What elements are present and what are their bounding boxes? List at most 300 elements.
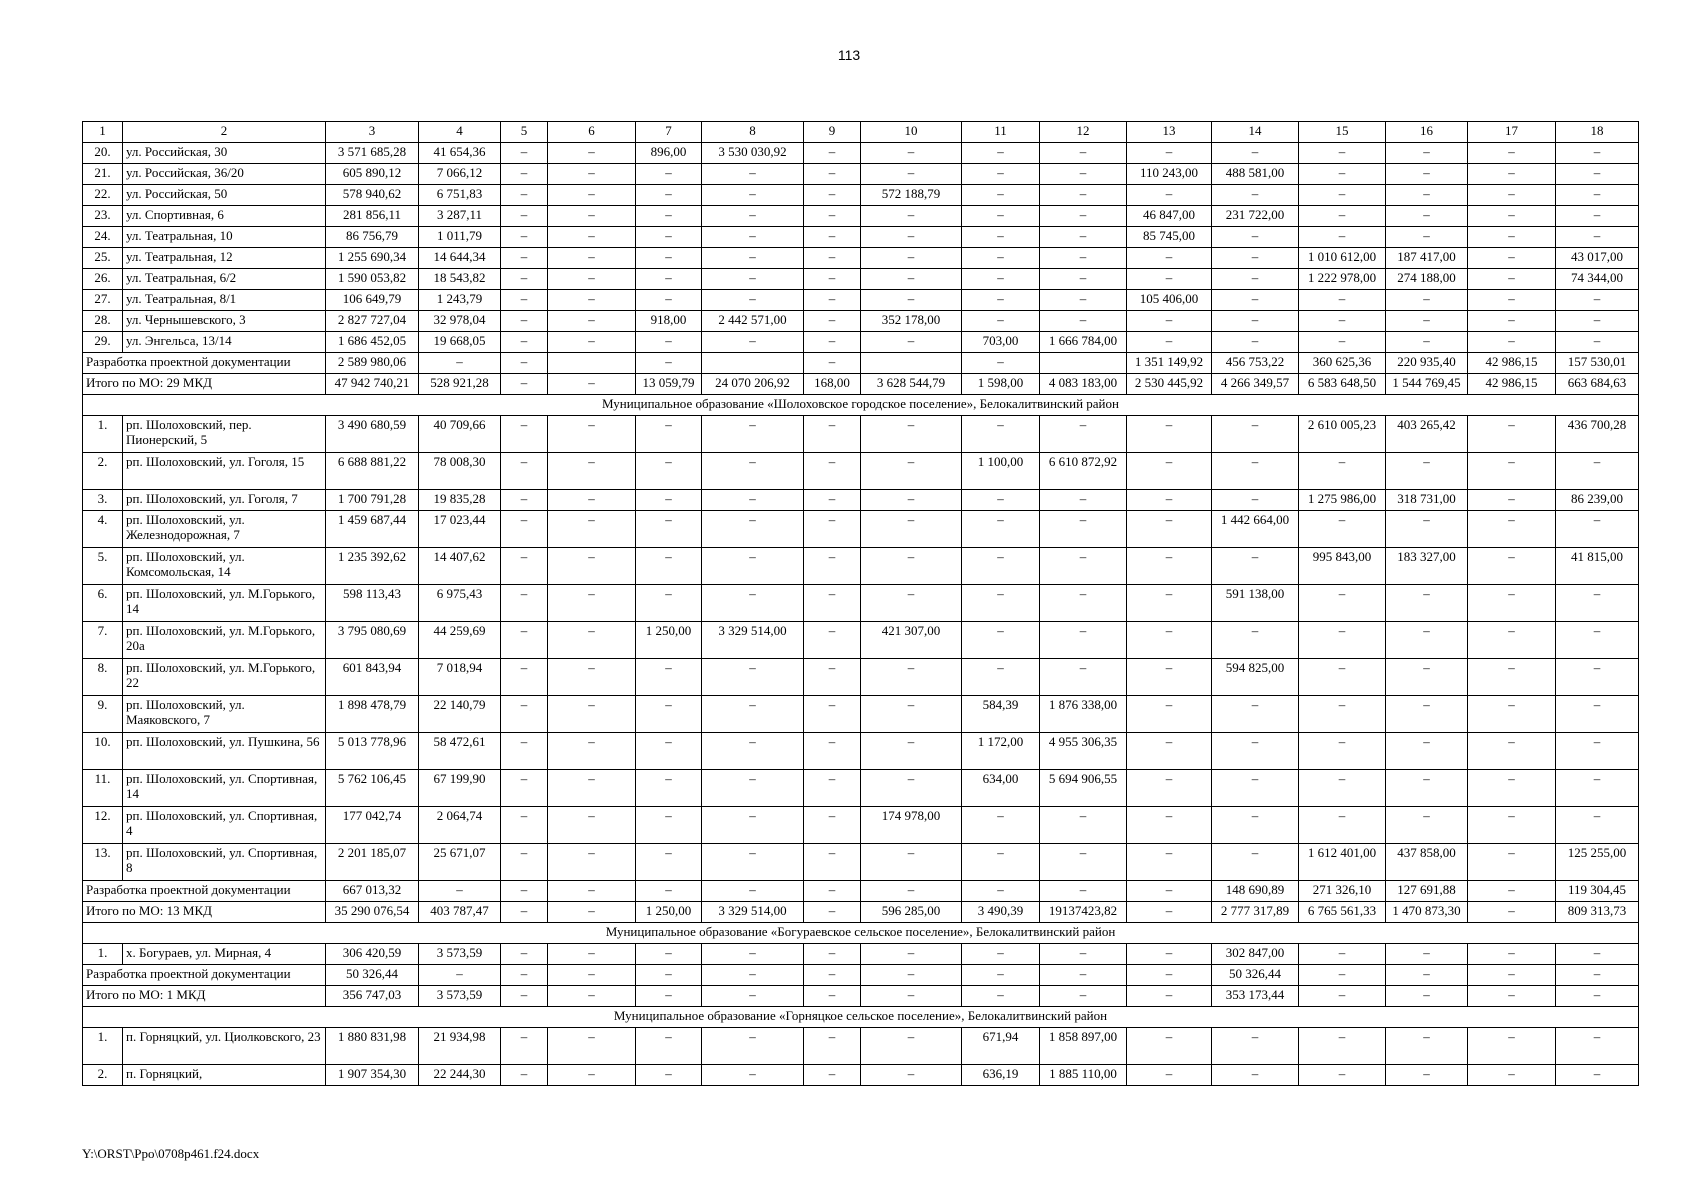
value-cell: – [501, 290, 548, 311]
value-cell: – [861, 332, 962, 353]
value-cell: – [962, 622, 1040, 659]
value-cell: – [1468, 332, 1556, 353]
value-cell: 1 858 897,00 [1040, 1028, 1127, 1065]
value-cell: – [1212, 1028, 1299, 1065]
address-cell: рп. Шолоховский, ул. Спортивная, 4 [123, 807, 326, 844]
value-cell: – [636, 733, 702, 770]
value-cell: – [702, 585, 804, 622]
value-cell: – [548, 902, 636, 923]
value-cell: 271 326,10 [1299, 881, 1386, 902]
value-cell: 41 815,00 [1556, 548, 1639, 585]
value-cell: 3 571 685,28 [326, 143, 419, 164]
row-number: 2. [83, 1065, 123, 1086]
value-cell: – [861, 143, 962, 164]
value-cell: – [702, 844, 804, 881]
value-cell: – [501, 696, 548, 733]
value-cell: 6 688 881,22 [326, 453, 419, 490]
value-cell: – [1299, 185, 1386, 206]
value-cell: – [1468, 164, 1556, 185]
value-cell: – [501, 965, 548, 986]
value-cell: – [1127, 143, 1212, 164]
value-cell: – [636, 353, 702, 374]
value-cell: – [548, 986, 636, 1007]
value-cell: – [804, 902, 861, 923]
column-header: 3 [326, 122, 419, 143]
value-cell: 1 470 873,30 [1386, 902, 1468, 923]
address-cell: ул. Театральная, 8/1 [123, 290, 326, 311]
value-cell: – [1299, 227, 1386, 248]
value-cell: 352 178,00 [861, 311, 962, 332]
address-cell: рп. Шолоховский, ул. М.Горького, 22 [123, 659, 326, 696]
value-cell: – [548, 311, 636, 332]
column-header: 9 [804, 122, 861, 143]
value-cell: – [804, 696, 861, 733]
value-cell: – [1556, 807, 1639, 844]
value-cell: – [702, 164, 804, 185]
value-cell: 6 610 872,92 [1040, 453, 1127, 490]
address-cell: рп. Шолоховский, ул. Маяковского, 7 [123, 696, 326, 733]
value-cell: 436 700,28 [1556, 416, 1639, 453]
value-cell: 318 731,00 [1386, 490, 1468, 511]
value-cell: – [501, 1028, 548, 1065]
value-cell: – [1040, 511, 1127, 548]
value-cell: 148 690,89 [1212, 881, 1299, 902]
row-number: 1. [83, 416, 123, 453]
column-header: 12 [1040, 122, 1127, 143]
value-cell: – [1386, 807, 1468, 844]
value-cell: – [1468, 416, 1556, 453]
value-cell: – [861, 490, 962, 511]
value-cell: – [1127, 881, 1212, 902]
value-cell: 3 573,59 [419, 944, 501, 965]
value-cell: – [1468, 453, 1556, 490]
value-cell: 2 201 185,07 [326, 844, 419, 881]
value-cell: – [1040, 269, 1127, 290]
value-cell: 1 700 791,28 [326, 490, 419, 511]
value-cell: 32 978,04 [419, 311, 501, 332]
value-cell: – [1468, 227, 1556, 248]
value-cell: 85 745,00 [1127, 227, 1212, 248]
value-cell: 21 934,98 [419, 1028, 501, 1065]
value-cell: – [636, 164, 702, 185]
value-cell: – [962, 206, 1040, 227]
value-cell: – [1468, 844, 1556, 881]
value-cell: – [702, 248, 804, 269]
row-number: 20. [83, 143, 123, 164]
value-cell: 663 684,63 [1556, 374, 1639, 395]
row-number: 8. [83, 659, 123, 696]
value-cell: – [861, 844, 962, 881]
value-cell: 231 722,00 [1212, 206, 1299, 227]
value-cell: – [1040, 290, 1127, 311]
value-cell: – [1212, 143, 1299, 164]
value-cell: – [1127, 986, 1212, 1007]
value-cell: – [1468, 733, 1556, 770]
value-cell: – [1040, 490, 1127, 511]
value-cell: – [1468, 511, 1556, 548]
value-cell: 157 530,01 [1556, 353, 1639, 374]
value-cell [1040, 353, 1127, 374]
value-cell: – [1040, 844, 1127, 881]
value-cell: – [804, 622, 861, 659]
value-cell: 1 442 664,00 [1212, 511, 1299, 548]
value-cell: – [1212, 770, 1299, 807]
value-cell: – [501, 490, 548, 511]
address-cell: ул. Театральная, 10 [123, 227, 326, 248]
value-cell: – [548, 696, 636, 733]
value-cell: 488 581,00 [1212, 164, 1299, 185]
value-cell: – [1299, 944, 1386, 965]
value-cell: – [1556, 227, 1639, 248]
column-header: 1 [83, 122, 123, 143]
value-cell: – [1299, 311, 1386, 332]
value-cell: – [804, 269, 861, 290]
value-cell: 1 250,00 [636, 902, 702, 923]
value-cell: – [501, 311, 548, 332]
value-cell: – [1386, 1065, 1468, 1086]
value-cell: – [548, 1028, 636, 1065]
column-header: 13 [1127, 122, 1212, 143]
value-cell: – [804, 986, 861, 1007]
value-cell: – [1040, 164, 1127, 185]
value-cell: – [1556, 944, 1639, 965]
value-cell: 19 835,28 [419, 490, 501, 511]
value-cell: – [1212, 332, 1299, 353]
value-cell: – [548, 490, 636, 511]
value-cell: – [1212, 1065, 1299, 1086]
column-header: 14 [1212, 122, 1299, 143]
value-cell: 50 326,44 [1212, 965, 1299, 986]
value-cell: – [861, 696, 962, 733]
value-cell: – [1299, 807, 1386, 844]
value-cell: 1 275 986,00 [1299, 490, 1386, 511]
column-header: 2 [123, 122, 326, 143]
value-cell: – [501, 164, 548, 185]
value-cell: – [1468, 770, 1556, 807]
value-cell: 356 747,03 [326, 986, 419, 1007]
column-header: 8 [702, 122, 804, 143]
value-cell: – [548, 770, 636, 807]
value-cell: – [1468, 1028, 1556, 1065]
row-number: 3. [83, 490, 123, 511]
table-row [83, 844, 1639, 881]
value-cell: – [962, 269, 1040, 290]
value-cell: – [1127, 416, 1212, 453]
value-cell: 174 978,00 [861, 807, 962, 844]
value-cell: – [1556, 164, 1639, 185]
value-cell: 14 407,62 [419, 548, 501, 585]
value-cell: – [1127, 548, 1212, 585]
value-cell: – [1386, 290, 1468, 311]
value-cell: – [962, 353, 1040, 374]
value-cell: – [804, 844, 861, 881]
value-cell: – [962, 844, 1040, 881]
value-cell: – [501, 844, 548, 881]
value-cell: – [861, 1028, 962, 1065]
value-cell: – [702, 511, 804, 548]
value-cell: – [548, 416, 636, 453]
value-cell: 2 064,74 [419, 807, 501, 844]
value-cell: – [1468, 944, 1556, 965]
value-cell: 25 671,07 [419, 844, 501, 881]
address-cell: рп. Шолоховский, ул. Спортивная, 8 [123, 844, 326, 881]
value-cell: 605 890,12 [326, 164, 419, 185]
value-cell: – [501, 206, 548, 227]
value-cell: – [548, 881, 636, 902]
row-number: 25. [83, 248, 123, 269]
value-cell: – [962, 944, 1040, 965]
value-cell: – [1040, 206, 1127, 227]
value-cell: 44 259,69 [419, 622, 501, 659]
value-cell: 1 255 690,34 [326, 248, 419, 269]
value-cell: – [962, 511, 1040, 548]
value-cell: – [1386, 311, 1468, 332]
value-cell: 1 590 053,82 [326, 269, 419, 290]
value-cell: – [804, 185, 861, 206]
value-cell: 78 008,30 [419, 453, 501, 490]
value-cell: – [1468, 585, 1556, 622]
value-cell: – [1556, 585, 1639, 622]
value-cell: – [548, 248, 636, 269]
value-cell: 3 490,39 [962, 902, 1040, 923]
value-cell: – [702, 290, 804, 311]
value-cell: 67 199,90 [419, 770, 501, 807]
value-cell: – [548, 206, 636, 227]
value-cell: 3 329 514,00 [702, 622, 804, 659]
value-cell: – [1040, 881, 1127, 902]
value-cell: – [962, 227, 1040, 248]
value-cell: – [1127, 622, 1212, 659]
value-cell: – [1127, 944, 1212, 965]
value-cell: – [636, 844, 702, 881]
value-cell: – [501, 248, 548, 269]
value-cell: – [1040, 807, 1127, 844]
table-row [83, 770, 1639, 807]
column-header: 5 [501, 122, 548, 143]
value-cell: 1 250,00 [636, 622, 702, 659]
value-cell: – [962, 490, 1040, 511]
table-row [83, 143, 1639, 164]
value-cell: – [548, 548, 636, 585]
value-cell: – [1299, 290, 1386, 311]
value-cell: – [1127, 770, 1212, 807]
value-cell: – [548, 659, 636, 696]
value-cell: 1 885 110,00 [1040, 1065, 1127, 1086]
value-cell: – [1212, 453, 1299, 490]
value-cell: – [548, 227, 636, 248]
value-cell: – [1386, 511, 1468, 548]
row-label: Разработка проектной документации [83, 965, 326, 986]
value-cell: – [1212, 696, 1299, 733]
value-cell: – [548, 733, 636, 770]
value-cell: 403 787,47 [419, 902, 501, 923]
value-cell: – [1386, 986, 1468, 1007]
value-cell: – [1468, 311, 1556, 332]
table-row [83, 696, 1639, 733]
value-cell: – [1556, 770, 1639, 807]
row-number: 4. [83, 511, 123, 548]
value-cell: – [636, 1028, 702, 1065]
row-number: 2. [83, 453, 123, 490]
value-cell: 5 694 906,55 [1040, 770, 1127, 807]
address-cell: рп. Шолоховский, ул. Комсомольская, 14 [123, 548, 326, 585]
value-cell: – [1386, 770, 1468, 807]
value-cell: 17 023,44 [419, 511, 501, 548]
header-row [83, 122, 1639, 143]
column-header: 6 [548, 122, 636, 143]
value-cell: – [419, 353, 501, 374]
value-cell: – [1386, 206, 1468, 227]
value-cell: – [1386, 227, 1468, 248]
table-row [83, 311, 1639, 332]
row-label: Разработка проектной документации [83, 881, 326, 902]
value-cell: – [804, 770, 861, 807]
value-cell: – [548, 1065, 636, 1086]
value-cell: – [1127, 1028, 1212, 1065]
value-cell: – [1212, 733, 1299, 770]
address-cell: ул. Российская, 36/20 [123, 164, 326, 185]
value-cell: – [548, 622, 636, 659]
value-cell: – [804, 311, 861, 332]
value-cell: 598 113,43 [326, 585, 419, 622]
value-cell: – [1299, 585, 1386, 622]
value-cell: 42 986,15 [1468, 374, 1556, 395]
value-cell: 809 313,73 [1556, 902, 1639, 923]
value-cell: – [962, 164, 1040, 185]
section-row [83, 923, 1639, 944]
address-cell: ул. Энгельса, 13/14 [123, 332, 326, 353]
value-cell: – [501, 453, 548, 490]
value-cell: – [861, 881, 962, 902]
value-cell: 634,00 [962, 770, 1040, 807]
value-cell: – [1040, 659, 1127, 696]
table-row [83, 1065, 1639, 1086]
value-cell: – [1556, 1065, 1639, 1086]
value-cell: 2 442 571,00 [702, 311, 804, 332]
value-cell: – [804, 353, 861, 374]
value-cell: – [1127, 511, 1212, 548]
summary-row [83, 353, 1639, 374]
value-cell: – [1040, 965, 1127, 986]
value-cell: – [1386, 622, 1468, 659]
table-row [83, 332, 1639, 353]
row-number: 22. [83, 185, 123, 206]
value-cell: 2 530 445,92 [1127, 374, 1212, 395]
value-cell: – [1127, 269, 1212, 290]
value-cell: – [861, 965, 962, 986]
value-cell: – [636, 585, 702, 622]
column-header: 7 [636, 122, 702, 143]
value-cell: – [962, 311, 1040, 332]
value-cell: 437 858,00 [1386, 844, 1468, 881]
value-cell: – [702, 332, 804, 353]
row-number: 9. [83, 696, 123, 733]
value-cell: – [804, 490, 861, 511]
value-cell: 43 017,00 [1556, 248, 1639, 269]
value-cell: – [962, 143, 1040, 164]
value-cell: – [1040, 248, 1127, 269]
value-cell: – [1386, 944, 1468, 965]
value-cell: – [1556, 453, 1639, 490]
value-cell: – [861, 1065, 962, 1086]
value-cell: – [1299, 206, 1386, 227]
row-number: 26. [83, 269, 123, 290]
column-header: 16 [1386, 122, 1468, 143]
value-cell: – [548, 332, 636, 353]
value-cell: 24 070 206,92 [702, 374, 804, 395]
value-cell: 353 173,44 [1212, 986, 1299, 1007]
row-label: Разработка проектной документации [83, 353, 326, 374]
value-cell: – [1127, 807, 1212, 844]
value-cell: 168,00 [804, 374, 861, 395]
value-cell: – [1468, 696, 1556, 733]
value-cell: – [1040, 585, 1127, 622]
value-cell: – [548, 143, 636, 164]
value-cell: 6 765 561,33 [1299, 902, 1386, 923]
value-cell: – [501, 548, 548, 585]
value-cell: – [419, 965, 501, 986]
address-cell: рп. Шолоховский, ул. Спортивная, 14 [123, 770, 326, 807]
value-cell: – [636, 881, 702, 902]
value-cell: – [501, 585, 548, 622]
value-cell: 19137423,82 [1040, 902, 1127, 923]
value-cell: – [636, 696, 702, 733]
value-cell: – [1040, 143, 1127, 164]
row-number: 5. [83, 548, 123, 585]
value-cell: 19 668,05 [419, 332, 501, 353]
address-cell: рп. Шолоховский, пер. Пионерский, 5 [123, 416, 326, 453]
column-header: 17 [1468, 122, 1556, 143]
value-cell: – [1556, 659, 1639, 696]
value-cell: 105 406,00 [1127, 290, 1212, 311]
value-cell: 671,94 [962, 1028, 1040, 1065]
value-cell: – [804, 290, 861, 311]
file-path-footer: Y:\ORST\Ppo\0708p461.f24.docx [82, 1146, 260, 1161]
value-cell: 1 880 831,98 [326, 1028, 419, 1065]
value-cell: – [548, 453, 636, 490]
value-cell: – [501, 807, 548, 844]
table-row [83, 453, 1639, 490]
value-cell: – [548, 944, 636, 965]
value-cell: 22 140,79 [419, 696, 501, 733]
value-cell: – [1212, 807, 1299, 844]
value-cell: – [702, 881, 804, 902]
value-cell: – [861, 548, 962, 585]
section-title: Муниципальное образование «Горняцкое сельское поселение», Белокалитвинский район [83, 1007, 1639, 1028]
value-cell: 110 243,00 [1127, 164, 1212, 185]
value-cell: – [1212, 185, 1299, 206]
value-cell: – [636, 453, 702, 490]
value-cell: – [1556, 290, 1639, 311]
value-cell: – [1212, 248, 1299, 269]
value-cell: – [804, 965, 861, 986]
value-cell: – [548, 269, 636, 290]
value-cell: – [1468, 185, 1556, 206]
row-label: Итого по МО: 29 МКД [83, 374, 326, 395]
value-cell: – [702, 696, 804, 733]
value-cell: – [1040, 622, 1127, 659]
value-cell: – [1127, 696, 1212, 733]
value-cell: – [1127, 585, 1212, 622]
table-body [83, 122, 1639, 1086]
value-cell: – [1127, 733, 1212, 770]
value-cell: 918,00 [636, 311, 702, 332]
value-cell: – [501, 511, 548, 548]
value-cell: 2 777 317,89 [1212, 902, 1299, 923]
value-cell: – [1386, 453, 1468, 490]
value-cell: 220 935,40 [1386, 353, 1468, 374]
row-number: 21. [83, 164, 123, 185]
